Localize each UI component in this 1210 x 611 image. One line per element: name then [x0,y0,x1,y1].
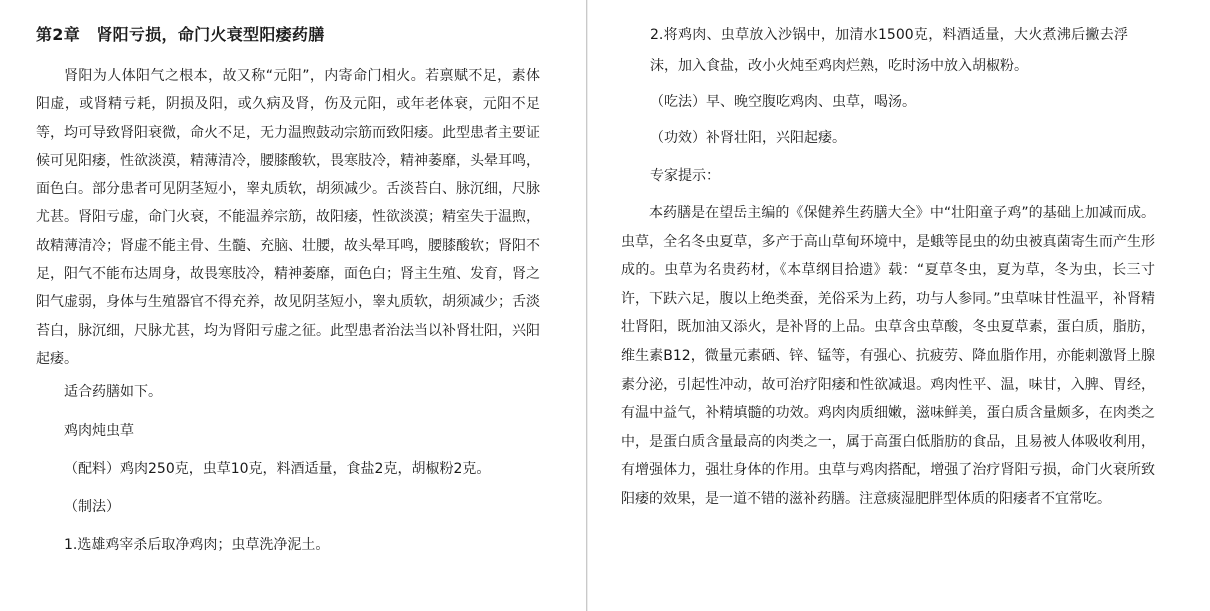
step-2-paragraph: 2.将鸡肉、虫草放入沙锅中，加清水1500克，料酒适量，大火煮沸后撇去浮沫，加入食盐，改小火炖至鸡肉烂熟，吃时汤中放入胡椒粉。 [650,27,1128,74]
expert-tip-paragraph: 本药膳是在望岳主编的《保健养生药膳大全》中“壮阳童子鸡”的基础上加减而成。虫草，全名冬虫夏草，多产于高山草甸环境中，是蛾等昆虫的幼虫被真菌寄生而产生形成的。虫草为名贵药材，《本草纲目拾遗》载：“夏草冬虫，夏为草，冬为虫，长三寸许，下趺六足，腹以上绝类蚕，羌俗采为上药，功与人参同。”虫草味甘性温平，补肾精壮肾阳，既加油又添火，是补肾的上品。虫草含虫草酸，冬虫夏草素，蛋白质，脂肪，维生素B12，微量元素硒、锌、锰等，有强心、抗疲劳、降血脂作用，亦能刺激肾上腺素分泌，引起性冲动，故可治疗阳痿和性欲减退。鸡肉性平、温，味甘，入脾、胃经，有温中益气，补精填髓的功效。鸡肉肉质细嫩，滋味鲜美，蛋白质含量颇多，在肉类之中，是蛋白质含量最高的肉类之一，属于高蛋白低脂肪的食品，且易被人体吸收利用，有增强体力，强壮身体的作用。虫草与鸡肉搭配，增强了治疗肾阳亏损，命门火衰所致阳痿的效果，是一道不错的滋补药膳。注意痰湿肥胖型体质的阳痿者不宜常吃。 [621,205,1155,507]
usage-line: （吃法）早、晚空腹吃鸡肉、虫草，喝汤。 [650,94,916,110]
recipe-name: 鸡肉炖虫草 [64,423,134,439]
left-page [0,0,586,611]
suitable-recipes-line: 适合药膳如下。 [64,384,162,400]
intro-paragraph: 肾阳为人体阳气之根本，故又称“元阳”，内寄命门相火。若禀赋不足，素体阳虚，或肾精亏耗，阴损及阳，或久病及肾，伤及元阳，或年老体衰，元阳不足等，均可导致肾阳衰微，命火不足，无力温煦鼓动宗筋而致阳痿。此型患者主要证候可见阳痿，性欲淡漠，精薄清冷，腰膝酸软，畏寒肢冷，精神萎靡，头晕耳鸣，面色白。部分患者可见阴茎短小，睾丸质软，胡须减少。舌淡苔白、脉沉细，尺脉尤甚。肾阳亏虚，命门火衰，不能温养宗筋，故阳痿，性欲淡漠；精室失于温煦，故精薄清冷；肾虚不能主骨、生髓、充脑、壮腰，故头晕耳鸣，腰膝酸软；肾阳不足，阳气不能布达周身，故畏寒肢冷，精神萎靡，面色白；肾主生殖、发育，肾之阳气虚弱，身体与生殖器官不得充养，故见阴茎短小，睾丸质软，胡须减少；舌淡苔白，脉沉细，尺脉尤甚，均为肾阳亏虚之征。此型患者治法当以补肾壮阳，兴阳起痿。 [36,68,540,367]
step-1-line: 1.选雄鸡宰杀后取净鸡肉；虫草洗净泥土。 [64,537,330,553]
chapter-title: 第2章 肾阳亏损，命门火衰型阳痿药膳 [36,25,325,44]
effect-line: （功效）补肾壮阳，兴阳起痿。 [650,130,846,146]
expert-tip-heading: 专家提示： [650,168,720,184]
ingredients-line: （配料）鸡肉250克，虫草10克，料酒适量，食盐2克，胡椒粉2克。 [64,461,491,477]
right-page [588,0,1210,611]
method-heading: （制法） [64,499,120,515]
